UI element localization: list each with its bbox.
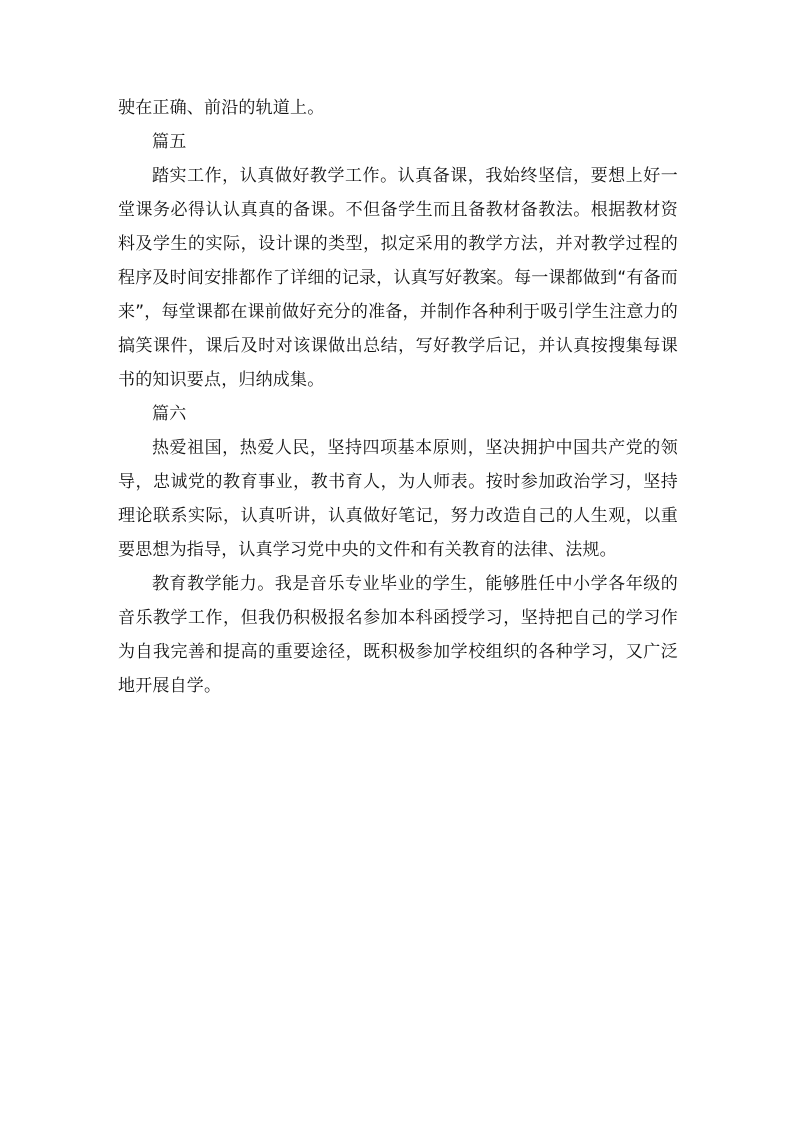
paragraph-teaching-ability: 教育教学能力。我是音乐专业毕业的学生，能够胜任中小学各年级的音乐教学工作，但我仍积极报名参加本科函授学习，坚持把自己的学习作为自我完善和提高的重要途径，既积极参加学校组织的各种学习，又广泛地开展自学。 <box>118 574 678 696</box>
section-heading-6: 篇六 <box>152 404 187 424</box>
paragraph-political-attitude: 热爱祖国，热爱人民，坚持四项基本原则，坚决拥护中国共产党的领导，忠诚党的教育事业，教书育人，为人师表。按时参加政治学习，坚持理论联系实际，认真听讲，认真做好笔记，努力改造自己的人生观，以重要思想为指导，认真学习党中央的文件和有关教育的法律、法规。 <box>118 438 678 560</box>
paragraph-teaching-work: 踏实工作，认真做好教学工作。认真备课，我始终坚信，要想上好一堂课务必得认认真真的备课。不但备学生而且备教材备教法。根据教材资料及学生的实际，设计课的类型，拟定采用的教学方法，并对教学过程的程序及时间安排都作了详细的记录，认真写好教案。每一课都做到“有备而来”，每堂课都在课前做好充分的准备，并制作各种利于吸引学生注意力的搞笑课件，课后及时对该课做出总结，写好教学后记，并认真按搜集每课书的知识要点，归纳成集。 <box>118 166 678 390</box>
section-heading-5: 篇五 <box>152 132 187 152</box>
paragraph-continuation: 驶在正确、前沿的轨道上。 <box>118 98 325 118</box>
document-page <box>118 91 678 703</box>
